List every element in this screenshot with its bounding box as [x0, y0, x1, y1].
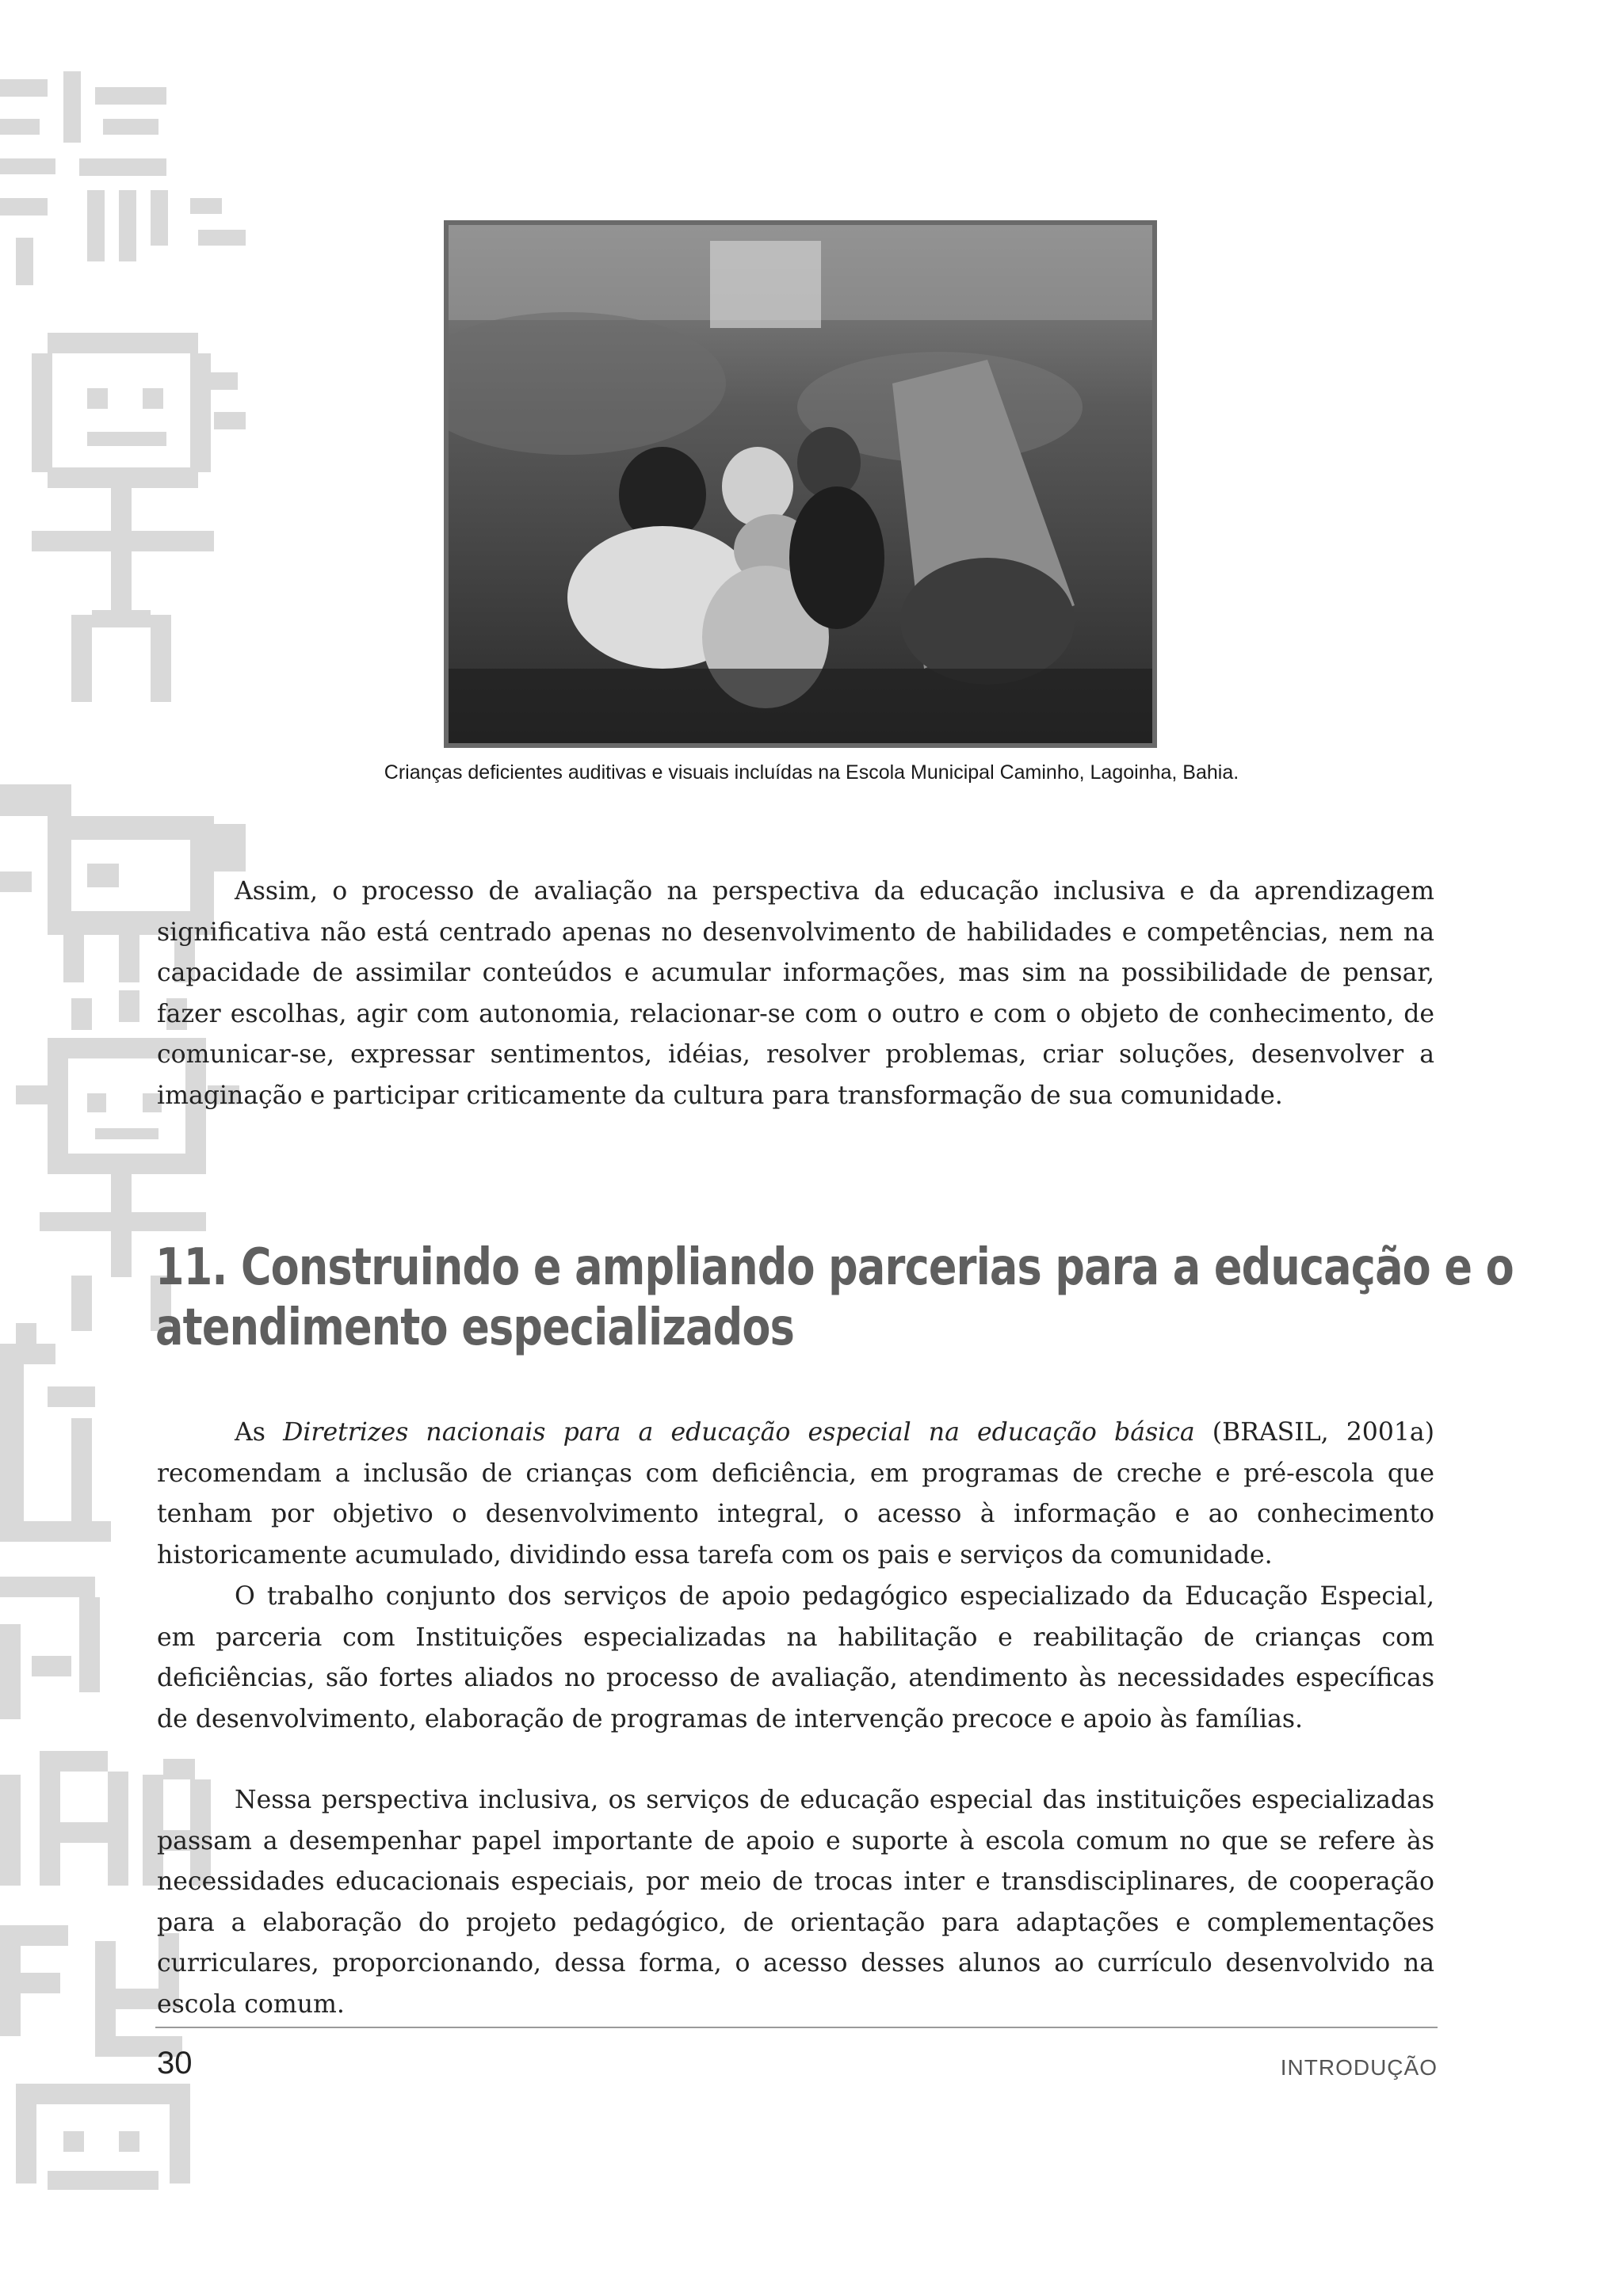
paragraph-3	[157, 1780, 1434, 2025]
section-heading-line1: 11. Construindo e ampliando parcerias para a educação e o	[155, 1238, 1514, 1297]
running-head: INTRODUÇÃO	[1280, 2055, 1438, 2080]
photo-caption: Crianças deficientes auditivas e visuais incluídas na Escola Municipal Caminho, Lagoinha, Bahia.	[384, 761, 1239, 784]
paragraph-1-rest: (BRASIL, 2001a) recomendam a inclusão de crianças com deficiência, em programas de creche e pré-escola que tenham por objetivo o desenvolvimento integral, o acesso à informação e ao conhecimento historicamente acumulado, dividindo essa tarefa com os pais e serviços da comunidade.	[157, 1418, 1434, 1569]
paragraph-1	[157, 1413, 1434, 1576]
paragraph-2	[157, 1577, 1434, 1740]
section-heading	[155, 1238, 1514, 1358]
section-heading-line2: atendimento especializados	[155, 1299, 795, 1357]
paragraph-2-text: O trabalho conjunto dos serviços de apoio pedagógico especializado da Educação Especial, em parceria com Instituições especializadas na habilitação e reabilitação de crianças com deficiências, são fortes aliados no processo de avaliação, atendimento às necessidades específicas de desenvolvimento, elaboração de programas de intervenção precoce e apoio às famílias.	[157, 1582, 1434, 1733]
photo-children-icon	[444, 220, 1157, 748]
intro-paragraph	[157, 871, 1434, 1116]
paragraph-3-text: Nessa perspectiva inclusiva, os serviços de educação especial das instituições especializadas passam a desempenhar papel importante de apoio e suporte à escola comum no que se refere às necessidades educacionais especiais, por meio de trocas inter e transdisciplinares, de cooperação para a elaboração do projeto pedagógico, de orientação para adaptações e complementações curriculares, proporcionando, dessa forma, o acesso desses alunos ao currículo desenvolvido na escola comum.	[157, 1786, 1434, 2019]
intro-paragraph-text: Assim, o processo de avaliação na perspectiva da educação inclusiva e da aprendizagem significativa não está centrado apenas no desenvolvimento de habilidades e competências, nem na capacidade de assimilar conteúdos e acumular informações, mas sim na possibilidade de pensar, fazer escolhas, agir com autonomia, relacionar-se com o outro e com o objeto de conhecimento, de comunicar-se, expressar sentimentos, idéias, resolver problemas, criar soluções, desenvolver a imaginação e participar criticamente da cultura para transformação de sua comunidade.	[157, 877, 1434, 1110]
page-number: 30	[157, 2046, 193, 2081]
footer-rule	[155, 2027, 1438, 2028]
paragraph-1-title: Diretrizes nacionais para a educação especial na educação básica	[283, 1418, 1195, 1447]
paragraph-1-lead: As	[235, 1418, 284, 1447]
